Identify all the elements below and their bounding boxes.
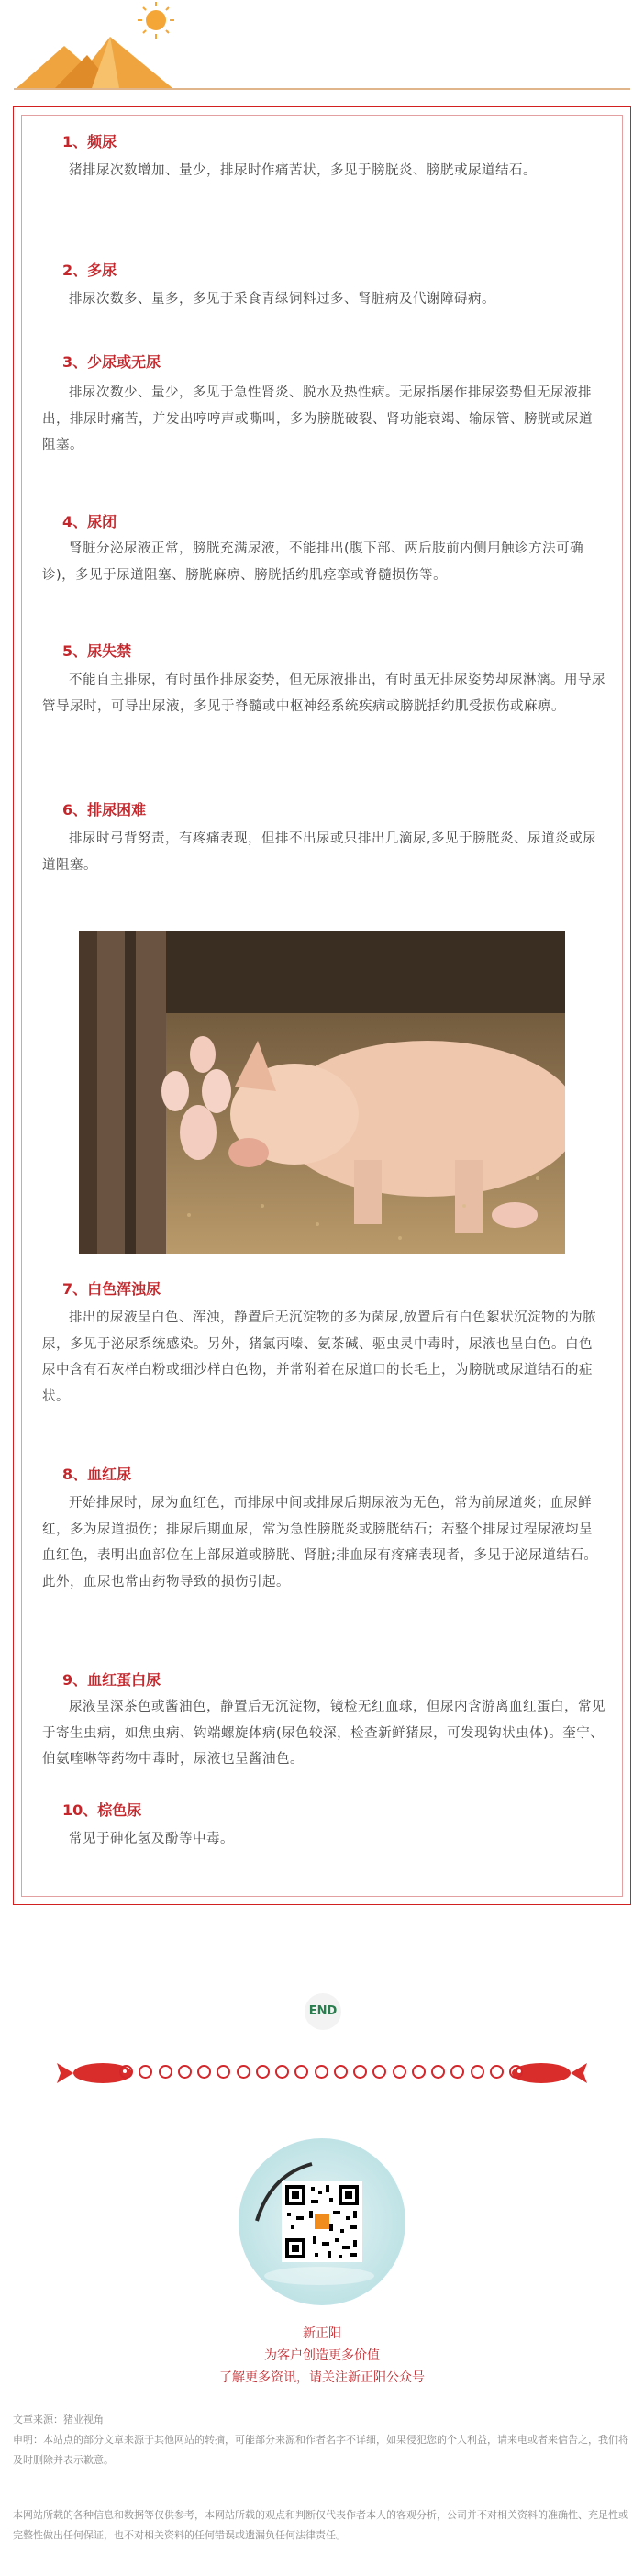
section-text: 尿液呈深茶色或酱油色，静置后无沉淀物，镜检无红血球，但尿内含游离血红蛋白，常见于寄生虫病，如焦虫病、钩端螺旋体病(尿色较深，检查新鲜猪尿，可发现钩状虫体)。奎宁、伯氨喹啉等药物中毒时，尿液也呈酱油色。 <box>42 1700 605 1767</box>
section-text: 排尿时弓背努责，有疼痛表现，但排不出尿或只排出几滴尿,多见于膀胱炎、尿道炎或尿道阻塞。 <box>42 831 597 873</box>
disclaimer-text: 本网站所载的各种信息和数据等仅供参考，本网站所载的观点和判断仅代表作者本人的客观分析，公司并不对相关资料的准确性、充足性或完整性做出任何保证，也不对相关资料的任何错误或遗漏负任何法律责任。 <box>13 2509 628 2541</box>
section-title: 4、尿闭 <box>62 513 117 530</box>
section-title: 3、少尿或无尿 <box>62 353 161 371</box>
section-text: 排尿次数多、量多，多见于采食青绿饲料过多、肾脏病及代谢障碍病。 <box>69 292 495 307</box>
section-title: 8、血红尿 <box>62 1466 132 1483</box>
section-text: 开始排尿时，尿为血红色，而排尿中间或排尿后期尿液为无色，常为前尿道炎；血尿鲜红，多为尿道损伤；排尿后期血尿，常为急性膀胱炎或膀胱结石；若整个排尿过程尿液均呈血红色，表明出血部位在上部尿道或膀胱、肾脏;排血尿有疼痛表现者，多见于泌尿道结石。此外，血尿也常由药物导致的损伤引起。 <box>42 1496 598 1589</box>
end-marker: END <box>305 1993 341 2030</box>
section-title: 2、多尿 <box>62 262 117 279</box>
mountain-sun-icon <box>0 0 644 99</box>
section-title: 1、频尿 <box>62 133 117 151</box>
section-title: 5、尿失禁 <box>62 642 132 660</box>
qr-code[interactable] <box>282 2181 362 2262</box>
section-text: 猪排尿次数增加、量少，排尿时作痛苦状，多见于膀胱炎、膀胱或尿道结石。 <box>69 163 537 178</box>
section-title: 6、排尿困难 <box>62 801 147 819</box>
section-text: 排尿次数少、量少，多见于急性肾炎、脱水及热性病。无尿指屡作排尿姿势但无尿液排出，排尿时痛苦，并发出哼哼声或嘶叫，多为膀胱破裂、肾功能衰竭、输尿管、膀胱或尿道阻塞。 <box>42 385 593 452</box>
org-name: 新正阳 <box>303 2326 341 2341</box>
statement-text: 申明：本站点的部分文章来源于其他网站的转摘，可能部分来源和作者名字不详细，如果侵犯您的个人利益，请来电或者来信告之，我们将及时删除并表示歉意。 <box>13 2434 628 2466</box>
section-text: 不能自主排尿，有时虽作排尿姿势，但无尿液排出，有时虽无排尿姿势却尿淋漓。用导尿管导尿时，可导出尿液，多见于脊髓或中枢神经系统疾病或膀胱括约肌受损伤或麻痹。 <box>42 673 605 714</box>
section-text: 常见于砷化氢及酚等中毒。 <box>69 1832 234 1846</box>
fish-divider <box>0 2056 644 2111</box>
right-fish-icon <box>512 2063 587 2083</box>
section-text: 肾脏分泌尿液正常，膀胱充满尿液，不能排出(腹下部、两后肢前内侧用触诊方法可确诊)，多见于尿道阻塞、膀胱麻痹、膀胱括约肌痉挛或脊髓损伤等。 <box>42 541 584 583</box>
section-title: 10、棕色尿 <box>62 1801 142 1819</box>
section-title: 9、血红蛋白尿 <box>62 1671 161 1689</box>
follow-text: 了解更多资讯，请关注新正阳公众号 <box>219 2370 425 2385</box>
org-slogan: 为客户创造更多价值 <box>264 2348 380 2363</box>
source-text: 文章来源：猪业视角 <box>13 2414 104 2425</box>
circle-chain <box>119 2065 523 2083</box>
section-text: 排出的尿液呈白色、浑浊，静置后无沉淀物的多为菌尿,放置后有白色絮状沉淀物的为脓尿，多见于泌尿系统感染。另外，猪氯丙嗪、氨茶碱、驱虫灵中毒时，尿液也呈白色。白色尿中含有石灰样白粉或细沙样白色物，并常附着在尿道口的长毛上，为膀胱或尿道结石的症状。 <box>42 1310 597 1404</box>
pig-photo <box>79 931 565 1254</box>
section-title: 7、白色浑浊尿 <box>62 1280 161 1298</box>
header-decoration <box>0 0 644 99</box>
header-rule <box>14 88 630 90</box>
